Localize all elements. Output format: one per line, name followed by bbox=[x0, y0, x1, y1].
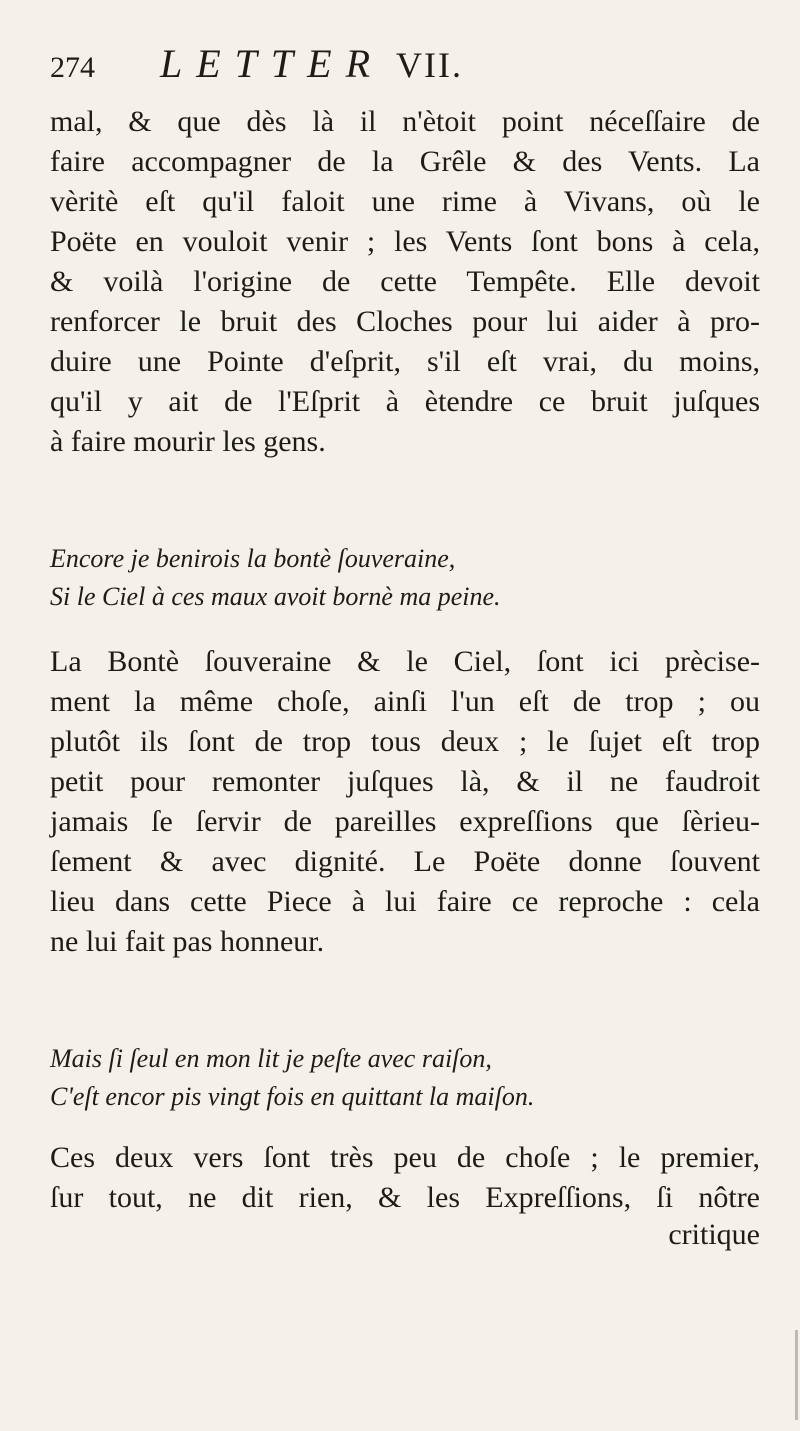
paragraph-1 bbox=[50, 102, 760, 462]
verse-line: C'eſt encor pis vingt fois en quittant la maiſon. bbox=[50, 1082, 535, 1111]
paragraph-3 bbox=[50, 1138, 760, 1218]
page-edge-mark bbox=[795, 1330, 798, 1420]
text-line: ſement & avec dignité. Le Poëte donne ſouvent bbox=[50, 845, 760, 878]
text-line: renforcer le bruit des Cloches pour lui aider à pro- bbox=[50, 305, 760, 338]
text-line: petit pour remonter juſques là, & il ne faudroit bbox=[50, 765, 760, 798]
page-number: 274 bbox=[50, 51, 95, 84]
verse-quote-1 bbox=[50, 540, 760, 616]
text-line: mal, & que dès là il n'ètoit point néceſſaire de bbox=[50, 105, 760, 138]
text-line: vèritè eſt qu'il faloit une rime à Vivans, où le bbox=[50, 185, 760, 218]
text-line: qu'il y ait de l'Eſprit à ètendre ce bruit juſques bbox=[50, 385, 760, 418]
verse-line: Mais ſi ſeul en mon lit je peſte avec raiſon, bbox=[50, 1044, 492, 1073]
text-line: La Bontè ſouveraine & le Ciel, ſont ici prècise- bbox=[50, 645, 760, 678]
verse-line: Si le Ciel à ces maux avoit bornè ma peine. bbox=[50, 582, 501, 611]
text-line: ne lui fait pas honneur. bbox=[50, 925, 325, 958]
text-line: ſur tout, ne dit rien, & les Expreſſions, ſi nôtre bbox=[50, 1181, 760, 1214]
text-line: & voilà l'origine de cette Tempête. Elle devoit bbox=[50, 265, 760, 298]
paragraph-2 bbox=[50, 642, 760, 962]
catchword: critique bbox=[668, 1218, 760, 1251]
text-line: plutôt ils ſont de trop tous deux ; le ſujet eſt trop bbox=[50, 725, 760, 758]
text-line: Poëte en vouloit venir ; les Vents ſont bons à cela, bbox=[50, 225, 760, 258]
text-line: duire une Pointe d'eſprit, s'il eſt vrai, du moins, bbox=[50, 345, 760, 378]
text-line: faire accompagner de la Grêle & des Vents. La bbox=[50, 145, 760, 178]
verse-line: Encore je benirois la bontè ſouveraine, bbox=[50, 544, 456, 573]
text-line: lieu dans cette Piece à lui faire ce reproche : cela bbox=[50, 885, 760, 918]
text-line: jamais ſe ſervir de pareilles expreſſions que ſèrieu- bbox=[50, 805, 760, 838]
page-header bbox=[50, 40, 760, 102]
running-title: LETTER bbox=[160, 41, 385, 86]
text-line: ment la même choſe, ainſi l'un eſt de trop ; ou bbox=[50, 685, 760, 718]
text-line: Ces deux vers ſont très peu de choſe ; le premier, bbox=[50, 1141, 760, 1174]
text-line: à faire mourir les gens. bbox=[50, 425, 326, 458]
verse-quote-2 bbox=[50, 1040, 760, 1116]
letter-number: VII. bbox=[396, 45, 464, 85]
